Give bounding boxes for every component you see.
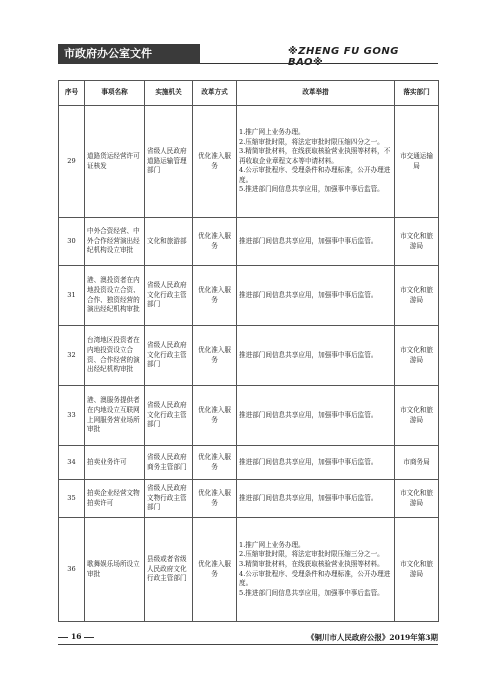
cell-no: 31 <box>59 266 85 326</box>
footer-rule <box>58 644 438 645</box>
cell-dept: 市文化和旅游局 <box>395 386 439 446</box>
cell-no: 30 <box>59 218 85 266</box>
cell-measures <box>237 446 395 480</box>
col-header-agency: 实施机关 <box>145 81 193 106</box>
table-row <box>59 446 439 480</box>
cell-measures <box>237 480 395 518</box>
cell-no: 33 <box>59 386 85 446</box>
reform-table <box>58 80 439 622</box>
cell-dept: 市文化和旅游局 <box>395 266 439 326</box>
cell-dept: 市交通运输局 <box>395 106 439 218</box>
cell-dept: 市商务局 <box>395 446 439 480</box>
cell-measures <box>237 326 395 386</box>
cell-method: 优化准入服务 <box>193 446 237 480</box>
page-footer <box>58 632 438 646</box>
cell-name: 台湾地区投资者在内地投资设立合资、合作经营的演出经纪机构审批 <box>85 326 145 386</box>
table-row <box>59 326 439 386</box>
cell-agency: 省级人民政府文化行政主管部门 <box>145 266 193 326</box>
cell-measures <box>237 518 395 622</box>
cell-agency: 省级人民政府文化行政主管部门 <box>145 326 193 386</box>
cell-agency: 省级人民政府道路运输管理部门 <box>145 106 193 218</box>
cell-no: 36 <box>59 518 85 622</box>
header-english-title: ※ZHENG FU GONG BAO※ <box>288 46 399 68</box>
cell-measures <box>237 386 395 446</box>
measure-line: 5.推进部门间信息共享应用，加强事中事后监管。 <box>239 588 384 597</box>
table-row <box>59 266 439 326</box>
cell-no: 29 <box>59 106 85 218</box>
table-row <box>59 106 439 218</box>
cell-method: 优化准入服务 <box>193 218 237 266</box>
cell-agency: 省级人民政府文化行政主管部门 <box>145 386 193 446</box>
measure-line: 4.公示审批程序、受理条件和办理标准，公开办理进度。 <box>239 166 391 184</box>
table-row <box>59 480 439 518</box>
cell-agency: 县级或者省级人民政府文化行政主管部门 <box>145 518 193 622</box>
cell-name: 港、澳服务提供者在内地设立互联网上网服务营业场所审批 <box>85 386 145 446</box>
measure-line: 2.压缩审批时限，将法定审批时限压缩四分之一。 <box>239 137 384 146</box>
col-header-no: 序号 <box>59 81 85 106</box>
cell-no: 34 <box>59 446 85 480</box>
cell-name: 道路货运经营许可证核发 <box>85 106 145 218</box>
header-rule <box>200 63 438 64</box>
measure-line: 推进部门间信息共享应用，加强事中事后监管。 <box>239 350 378 359</box>
measure-line: 4.公示审批程序、受理条件和办理标准，公开办理进度。 <box>239 569 391 588</box>
table-row <box>59 518 439 622</box>
measure-line: 5.推进部门间信息共享应用，加强事中事后监管。 <box>239 185 384 194</box>
cell-dept: 市文化和旅游局 <box>395 218 439 266</box>
journal-issue: 《铜川市人民政府公报》2019年第3期 <box>306 633 438 642</box>
cell-measures <box>237 218 395 266</box>
cell-method: 优化准入服务 <box>193 326 237 386</box>
cell-no: 35 <box>59 480 85 518</box>
col-header-dept: 落实部门 <box>395 81 439 106</box>
measure-line: 推进部门间信息共享应用，加强事中事后监管。 <box>239 457 378 466</box>
header-badge: 市政府办公室文件 <box>58 44 200 64</box>
cell-agency: 省级人民政府商务主管部门 <box>145 446 193 480</box>
measure-line: 推进部门间信息共享应用，加强事中事后监管。 <box>239 493 378 502</box>
col-header-method: 改革方式 <box>193 81 237 106</box>
col-header-name: 事项名称 <box>85 81 145 106</box>
cell-dept: 市文化和旅游局 <box>395 480 439 518</box>
cell-name: 拍卖业务许可 <box>85 446 145 480</box>
cell-name: 中外合资经营、中外合作经营演出经纪机构设立审批 <box>85 218 145 266</box>
measure-line: 1.推广网上业务办理。 <box>239 128 305 137</box>
measure-line: 3.精简审批材料，在线获取核验营业执照等材料。 <box>239 559 384 568</box>
cell-name: 港、澳投资者在内地投资设立合资、合作、独资经营的演出经纪机构审批 <box>85 266 145 326</box>
measure-line: 2.压缩审批时限，将法定审批时限压缩三分之一。 <box>239 550 384 559</box>
cell-method: 优化准入服务 <box>193 386 237 446</box>
cell-dept: 市文化和旅游局 <box>395 518 439 622</box>
cell-method: 优化准入服务 <box>193 518 237 622</box>
measure-line: 推进部门间信息共享应用，加强事中事后监管。 <box>239 410 378 419</box>
cell-method: 优化准入服务 <box>193 480 237 518</box>
page-header <box>58 44 438 68</box>
cell-dept: 市文化和旅游局 <box>395 326 439 386</box>
cell-no: 32 <box>59 326 85 386</box>
cell-measures <box>237 106 395 218</box>
table-row <box>59 218 439 266</box>
measure-line: 推进部门间信息共享应用，加强事中事后监管。 <box>239 290 378 299</box>
cell-method: 优化准入服务 <box>193 106 237 218</box>
col-header-measures: 改革举措 <box>237 81 395 106</box>
cell-method: 优化准入服务 <box>193 266 237 326</box>
table-row <box>59 386 439 446</box>
table-header-row <box>59 81 439 106</box>
cell-name: 拍卖企业经营文物拍卖许可 <box>85 480 145 518</box>
measure-line: 推进部门间信息共享应用，加强事中事后监管。 <box>239 236 378 245</box>
cell-agency: 文化和旅游部 <box>145 218 193 266</box>
measure-line: 1.推广网上业务办理。 <box>239 540 305 549</box>
cell-name: 歌舞娱乐场所设立审批 <box>85 518 145 622</box>
cell-measures <box>237 266 395 326</box>
measure-line: 3.精简审批材料，在线获取核验营业执照等材料，不再收取企业章程文本等申请材料。 <box>239 147 391 165</box>
page-number: 16 <box>58 632 94 641</box>
cell-agency: 省级人民政府文物行政主管部门 <box>145 480 193 518</box>
